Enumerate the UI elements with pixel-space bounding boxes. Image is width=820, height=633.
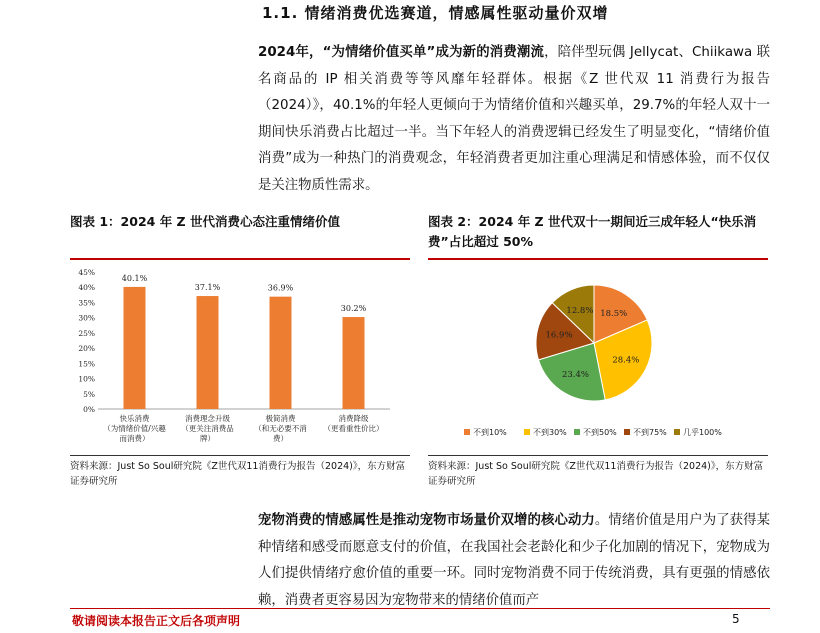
legend-swatch: [574, 429, 580, 435]
intro-lead-sentence: 2024年，“为情绪价值买单”成为新的消费潮流: [258, 45, 545, 60]
legend-label: 不到10%: [473, 428, 507, 437]
figure2-source: 资料来源：Just So Soul研究院《Z世代双11消费行为报告（2024)》，东方财富证券研究所: [428, 461, 764, 487]
figure2-top-rule: [428, 258, 768, 260]
intro-paragraph: [258, 40, 770, 199]
bar-chart: [70, 262, 410, 454]
pet-body-text: 。情绪价值是用户为了获得某种情绪和感受而愿意支付的价值，在我国社会老龄化和少子化加剧的情况下，宠物成为人们提供情绪疗愈价值的重要一环。同时宠物消费不同于传统消费，具有更强的情感依赖，消费者更容易因为宠物带来的情绪价值而产: [258, 513, 771, 608]
slice-value-label: 23.4%: [561, 369, 590, 380]
figure1-source: 资料来源：Just So Soul研究院《Z世代双11消费行为报告（2024)》，东方财富证券研究所: [70, 461, 406, 487]
legend-swatch: [524, 429, 530, 435]
legend-label: 不到75%: [633, 428, 667, 437]
legend-swatch: [624, 429, 630, 435]
y-tick-label: 45%: [78, 268, 95, 277]
figure2-bottom-rule: [428, 455, 768, 456]
x-category-label: （和无必要不消: [254, 424, 307, 433]
x-category-label: 费）: [273, 434, 288, 443]
bar: [197, 296, 219, 409]
x-category-label: 消费理念升级: [185, 414, 230, 423]
bar-value-label: 30.2%: [340, 304, 367, 314]
legend-label: 几乎100%: [683, 428, 722, 437]
y-tick-label: 10%: [78, 374, 95, 384]
pie-chart: [428, 262, 768, 454]
y-tick-label: 25%: [78, 328, 95, 338]
y-tick-label: 40%: [78, 283, 95, 293]
y-tick-label: 15%: [78, 359, 95, 369]
slice-value-label: 28.4%: [612, 355, 640, 366]
x-category-label: （为情绪价值/兴趣: [103, 424, 166, 433]
figure2-title: 图表 2：2024 年 Z 世代双十一期间近三成年轻人“快乐消费”占比超过 50%: [428, 214, 757, 249]
y-tick-label: 0%: [83, 405, 95, 414]
page-number: 5: [732, 612, 740, 626]
pet-lead-sentence: 宠物消费的情感属性是推动宠物市场量价双增的核心动力: [258, 513, 595, 528]
legend-label: 不到50%: [583, 428, 617, 437]
footer-disclaimer: 敬请阅读本报告正文后各项声明: [72, 614, 241, 628]
y-tick-label: 30%: [78, 313, 95, 323]
figure1-title: 图表 1：2024 年 Z 世代消费心态注重情绪价值: [70, 214, 340, 229]
x-category-label: （更看重性价比）: [323, 424, 384, 433]
bar-value-label: 36.9%: [267, 283, 294, 293]
legend-swatch: [464, 429, 470, 435]
x-category-label: （更关注消费品: [181, 424, 234, 433]
legend-swatch: [674, 429, 680, 435]
x-category-label: 消费降级: [338, 414, 369, 423]
figure1-top-rule: [70, 258, 410, 260]
bar: [124, 287, 146, 409]
x-category-label: 牌）: [200, 434, 215, 443]
y-tick-label: 35%: [78, 298, 95, 308]
bar: [343, 317, 365, 409]
slice-value-label: 16.9%: [545, 330, 573, 341]
slice-value-label: 18.5%: [600, 308, 628, 319]
bar-value-label: 37.1%: [194, 283, 221, 293]
y-tick-label: 20%: [78, 344, 95, 354]
y-tick-label: 5%: [83, 389, 95, 399]
intro-body-text: ，陪伴型玩偶 Jellycat、Chiikawa 联名商品的 IP 相关消费等等风靡年轻群体。根据《Z 世代双 11 消费行为报告（2024）》，40.1%的年轻人更倾向于为情绪价值和兴趣买单，29.7%的年轻人双十一期间快乐消费占比超过一半。当下年轻人的消费逻辑已经发生了明显变化，“情绪价值消费”成为一种热门的消费观念，年轻消费者更加注重心理满足和情感体验，而不仅仅是关注物质性需求。: [258, 45, 771, 193]
figure1-bottom-rule: [70, 455, 410, 456]
pet-paragraph: [258, 508, 770, 614]
slice-value-label: 12.8%: [566, 305, 594, 316]
bar-value-label: 40.1%: [121, 273, 148, 283]
legend-label: 不到30%: [533, 428, 567, 437]
x-category-label: 极简消费: [265, 414, 296, 423]
bar: [270, 297, 292, 409]
footer-rule: [70, 608, 770, 609]
section-title: 1.1. 情绪消费优选赛道，情感属性驱动量价双增: [262, 4, 609, 22]
x-category-label: 而消费）: [119, 434, 150, 443]
x-category-label: 快乐消费: [119, 414, 150, 423]
